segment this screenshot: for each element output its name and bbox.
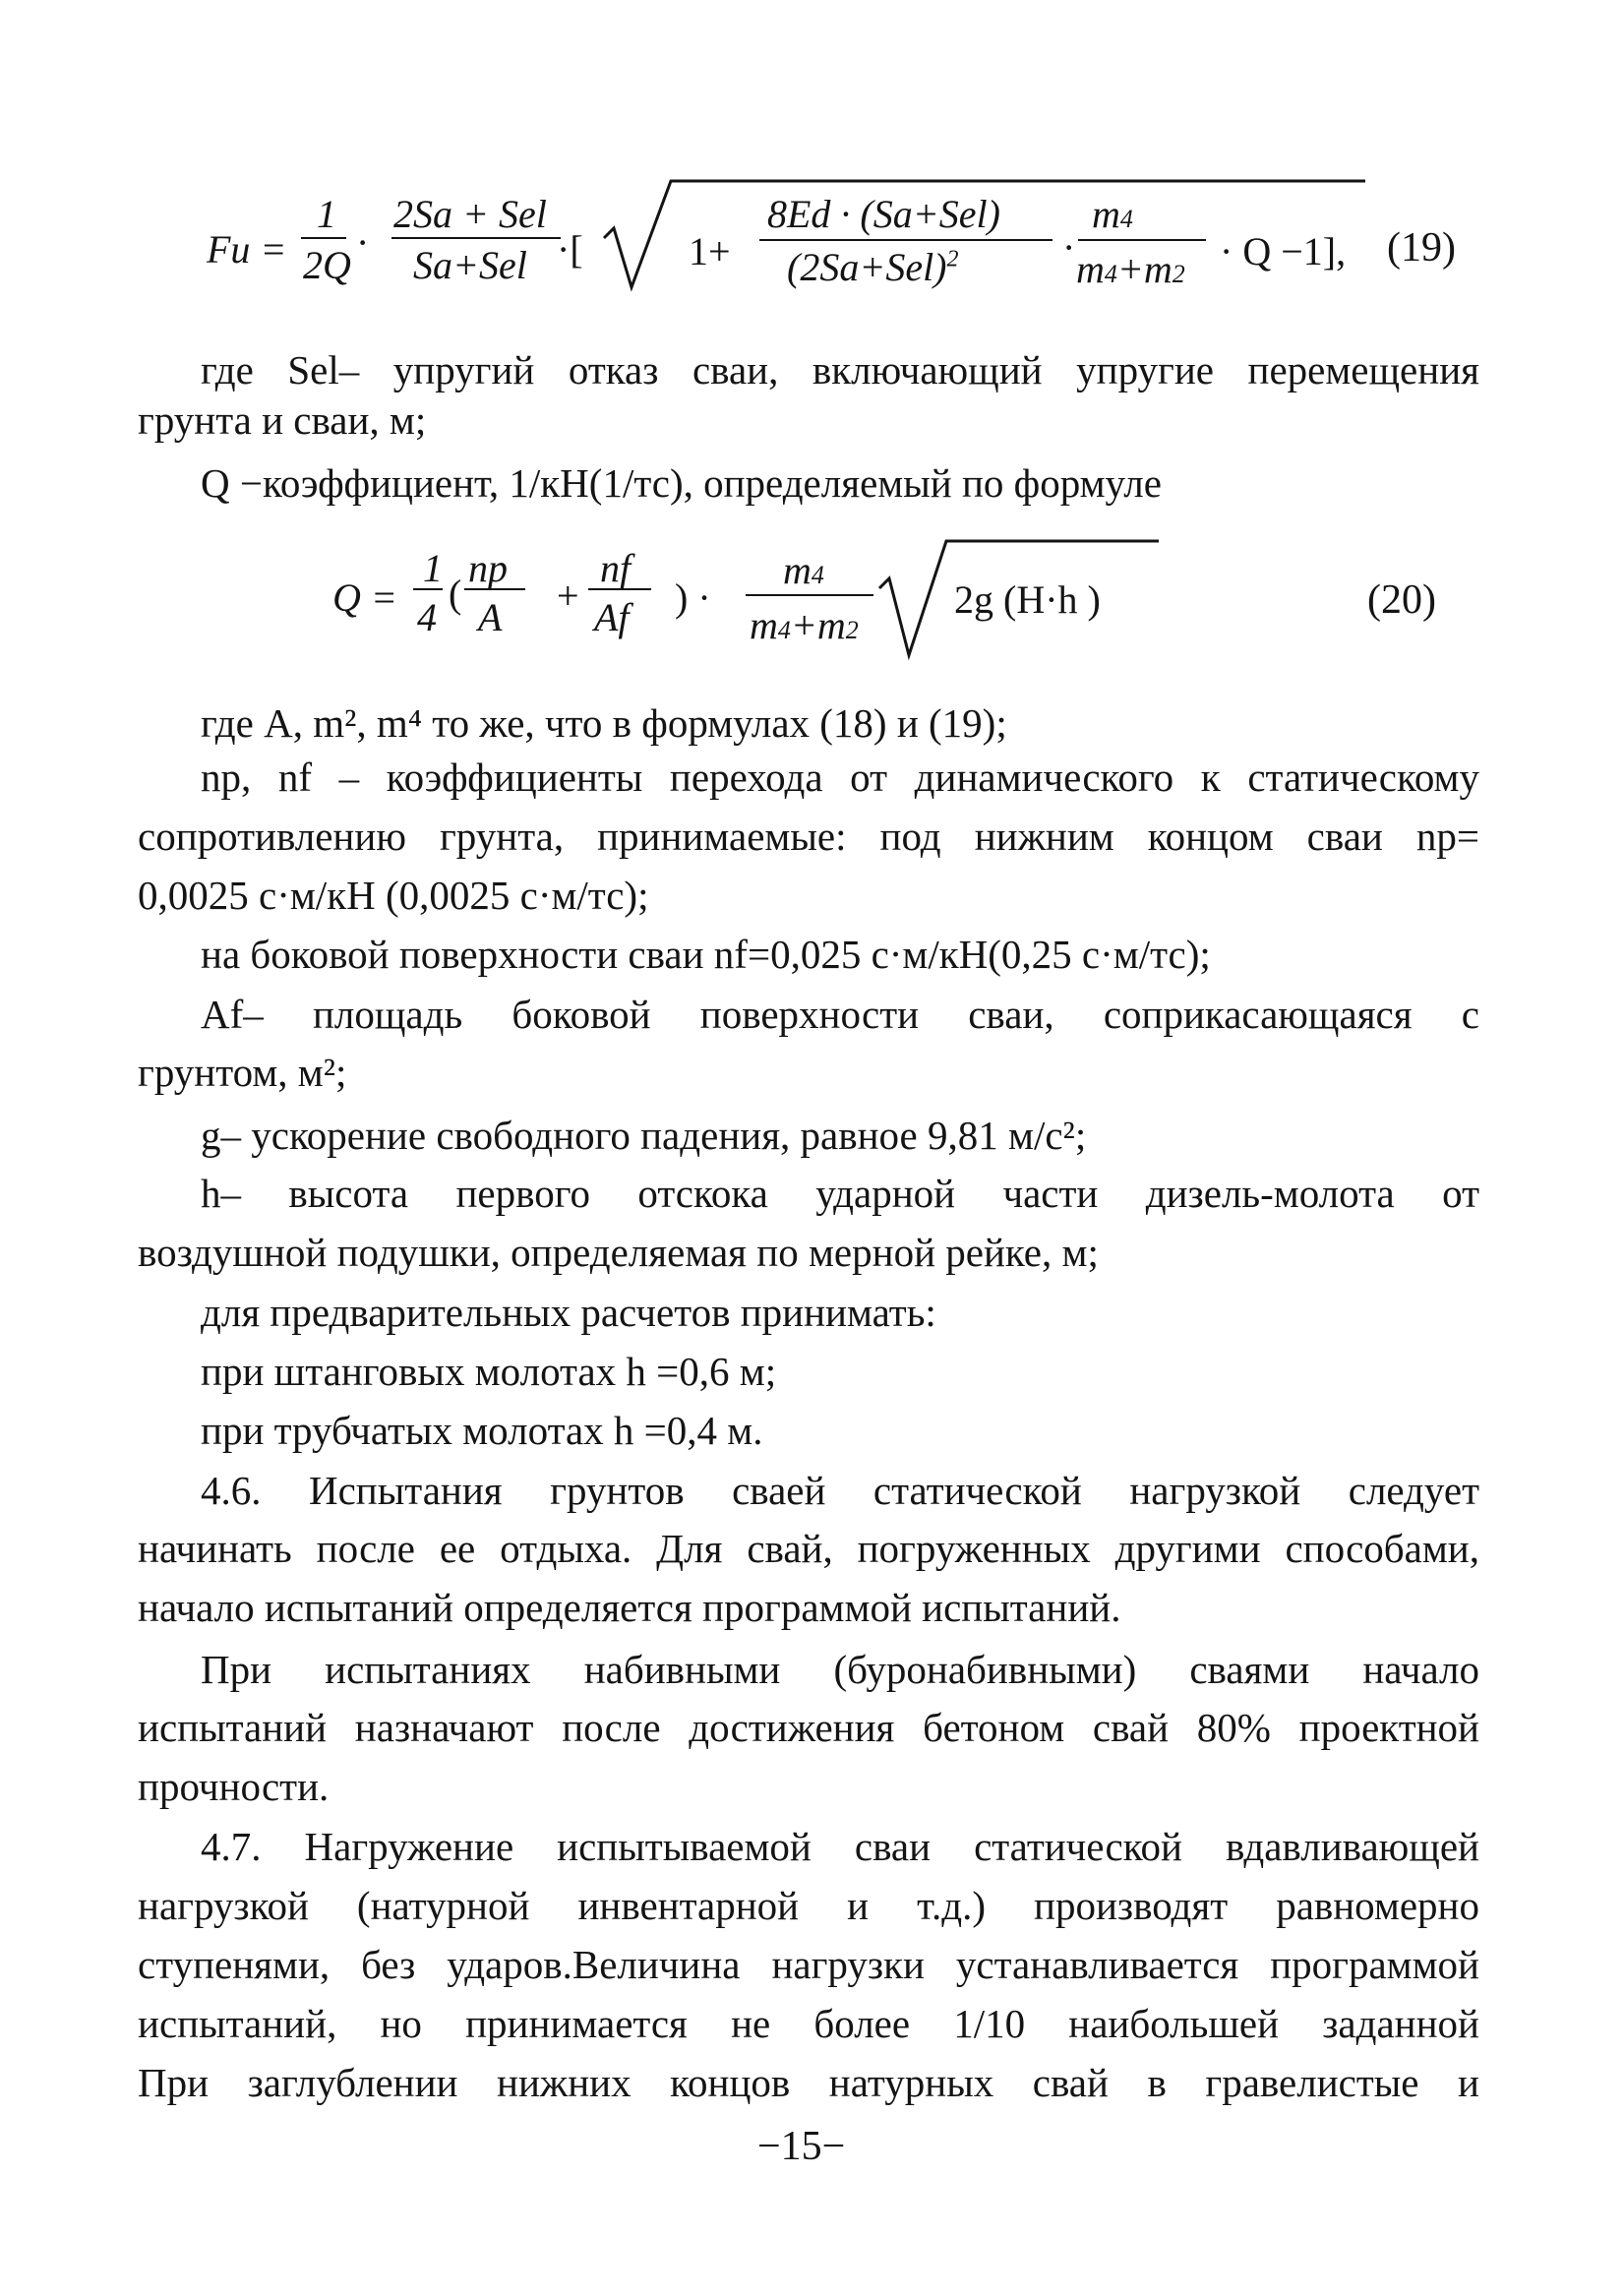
fraction-bar [759,239,1053,241]
formula20-number: (20) [1367,577,1436,623]
text-line: Af– площадь боковой поверхности сваи, соприкасающаяся с [201,992,1479,1037]
formula19-frac2-num: 2Sa + Sel [393,192,547,236]
formula20-lhs: Q = [332,575,397,620]
text-line: нагрузкой (натурной инвентарной и т.д.) производят равномерно [138,1883,1479,1928]
formula19-frac1-den: 2Q [303,243,351,287]
text-line: начинать после ее отдыха. Для свай, погруженных другими способами, [138,1526,1479,1571]
formula20-frac1-num: 1 [423,546,443,590]
formula19-frac4-den: m4+m2 [1076,247,1185,291]
text-line: np, nf – коэффициенты перехода от динамического к статическому [201,755,1479,800]
formula20-frac1-den: 4 [417,595,437,639]
text-line: При испытаниях набивными (буронабивными) сваями начало [201,1647,1479,1692]
formula19-tail: · Q −1], [1220,229,1347,273]
text-line: где A, m², m⁴ то же, что в формулах (18) и (19); [201,700,1007,746]
fraction-bar [413,588,443,590]
formula19-frac2-den: Sa+Sel [413,243,527,287]
fraction-bar [391,237,561,239]
formula19-dot: · [1062,225,1076,270]
fraction-bar [301,237,346,239]
fraction-bar [746,594,873,596]
text-line: при штанговых молотах h =0,6 м; [201,1349,777,1394]
text-line: прочности. [138,1764,330,1809]
formula20-plus: + [557,574,579,618]
formula20-frac4-num: m4 [783,548,824,592]
text-line: испытаний назначают после достижения бетоном свай 80% проектной [138,1705,1479,1750]
formula19-frac3-num: 8Ed · (Sa+Sel) [767,192,1000,236]
formula20-paren-close: ) · [675,575,711,620]
text-line: для предварительных расчетов принимать: [201,1290,936,1335]
text-line: При заглублении нижних концов натурных свай в гравелистые и [138,2060,1479,2105]
text-line: g– ускорение свободного падения, равное 9,81 м/с²; [201,1113,1087,1158]
formula20-radicand: 2g (H·h ) [954,577,1101,622]
page-number: −15− [757,2124,846,2169]
fraction-bar [588,588,651,590]
text-line: грунта и сваи, м; [138,397,427,443]
fraction-bar [464,588,525,590]
text-line: Q −коэффициент, 1/кН(1/тс), определяемый по формуле [201,460,1162,506]
text-line: h– высота первого отскока ударной части дизель-молота от [201,1171,1479,1216]
text-line: сопротивлению грунта, принимаемые: под нижним концом сваи np= [138,814,1479,859]
text-line: где Sel– упругий отказ сваи, включающий упругие перемещения [201,347,1479,393]
text-line: ступенями, без ударов.Величина нагрузки устанавливается программой [138,1942,1479,1987]
formula19-open-bracket: ·[ [557,227,583,272]
formula19-lhs: Fu = [207,227,287,272]
formula19-dot: · [356,220,370,265]
formula19-frac4-num: m4 [1092,192,1133,236]
formula19-number: (19) [1387,225,1456,271]
formula19-frac1-num: 1 [317,192,336,236]
text-line: 0,0025 с·м/кН (0,0025 с·м/тс); [138,873,649,918]
text-line: 4.6. Испытания грунтов сваей статической нагрузкой следует [201,1468,1479,1513]
text-line: испытаний, но принимается не более 1/10 наибольшей заданной [138,2001,1479,2046]
text-line: грунтом, м²; [138,1050,347,1095]
formula20-frac3-den: Af [594,595,630,639]
text-line: воздушной подушки, определяемая по мерной рейке, м; [138,1230,1099,1275]
formula20-frac2-num: np [468,546,508,590]
formula19-one-plus: 1+ [689,229,731,273]
text-line: начало испытаний определяется программой испытаний. [138,1585,1121,1630]
formula20-frac3-num: nf [600,546,632,590]
formula20-frac4-den: m4+m2 [750,603,859,647]
text-line: 4.7. Нагружение испытываемой сваи статической вдавливающей [201,1824,1479,1869]
formula20-paren-open: ( [449,572,462,616]
text-line: на боковой поверхности сваи nf=0,025 с·м/кН(0,25 с·м/тс); [201,932,1211,977]
formula19-frac3-den: $(2Sa+Sel)^2$ [787,245,959,289]
text-line: при трубчатых молотах h =0,4 м. [201,1408,763,1453]
formula20-frac2-den: A [478,595,503,639]
fraction-bar [1078,239,1206,241]
